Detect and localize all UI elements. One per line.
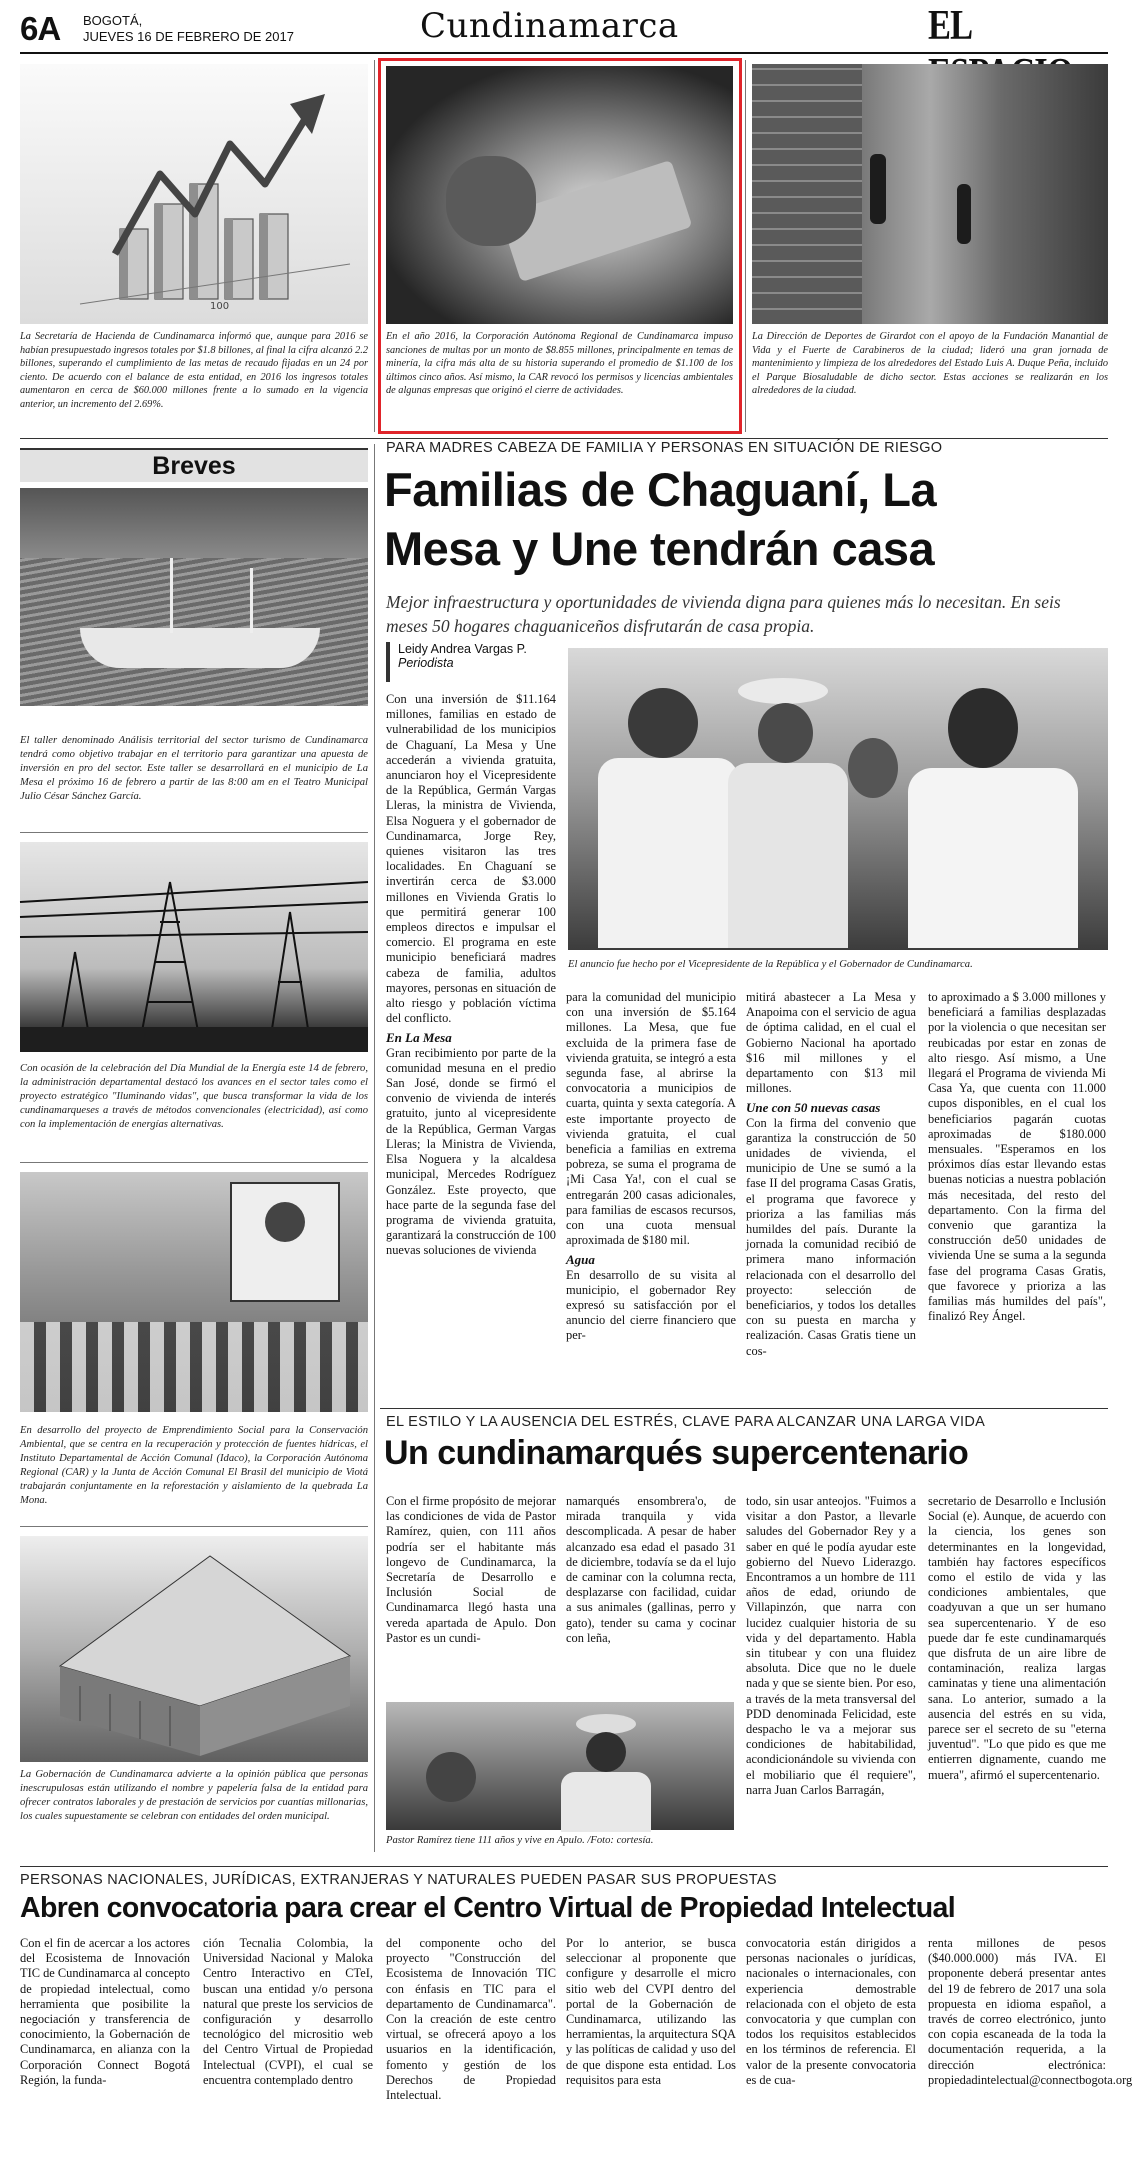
article1-column (386, 692, 556, 1398)
article3-column (203, 1936, 373, 2162)
breve-item: La Gobernación de Cundinamarca advierte a la opinión pública que personas inescrupulosas están utilizando el nombre y papelería falsa de la entidad para ofrecer contratos laborales y de prestación de servicios por cuantías millonarias, los cuales supuestamente se celebran con entidades del orden municipal. (20, 1769, 368, 1822)
subhead-une: Une con 50 nuevas casas (746, 1100, 881, 1116)
article1-column (928, 990, 1106, 1398)
breves-column (20, 448, 368, 1848)
article3-headline: Abren convocatoria para crear el Centro Virtual de Propiedad Intelectual (20, 1892, 956, 1924)
article1-paragraph: mitirá abastecer a La Mesa y Anapoima con el servicio de agua de óptima calidad, en el cual el Gobierno Nacional ha aportado $16 mil millones y el departamento con $13 mil millones. (746, 990, 916, 1096)
rule (20, 832, 368, 833)
divider (374, 60, 375, 432)
article2-paragraph: Con el firme propósito de mejorar las condiciones de vida de Pastor Ramírez, quien, con 111 años podría ser el habitante más longevo de Cundinamarca, la Secretaría de Desarrollo e Inclusión Social de Cundinamarca llegó hasta una vereda apartada de Apulo. Don Pastor es un cundi- (386, 1494, 556, 1645)
rising-bars-illustration (20, 64, 368, 324)
article2-paragraph: secretario de Desarrollo e Inclusión Social (e). Aunque, de acuerdo con la ciencia, los genes son determinantes en la longevidad, también hay factores específicos como el estilo de vida y las condiciones ambientales, que coadyuvan a que un ser humano sea supercentenario. Y de eso puede dar fe este cundinamarqués que disfruta de un aire libre de contaminación, realiza largas caminatas y tiene una alimentación sana. Lo anterior, sumado a la ausencia del estrés en su vida, parece ser el secreto de su "eterna juventud". "Lo que pido es que me entierren dignamente, cuando me muera", afirmó el supercentenario. (928, 1494, 1106, 1782)
page-header (0, 0, 1127, 56)
rule (380, 1408, 1108, 1409)
breve-item: En desarrollo del proyecto de Emprendimiento Social para la Conservación Ambiental, que se centra en la recuperación y protección de fuentes hídricas, el Instituto Departamental de Acción Comunal (Idaco), la Corporación Autónoma Regional (CAR) y la Junta de Acción Comunal El Brasil del municipio de Viotá trabajarán conjuntamente en la reforestación y aislamiento de la quebrada La Mona. (20, 1425, 368, 1506)
hacienda-chart-photo (20, 64, 368, 324)
header-city: BOGOTÁ, (83, 13, 143, 28)
article1-paragraph: En desarrollo de su visita al municipio, el gobernador Rey expresó su satisfacción por el anuncio del cierre financiero que per- (566, 1267, 736, 1343)
breves-building-photo (20, 1536, 368, 1762)
article2-column (386, 1494, 556, 1694)
officials-photo (568, 648, 1108, 950)
rule (20, 1526, 368, 1527)
article1-paragraph: Con la firma del convenio que garantiza la construcción de 50 unidades de vivienda, el municipio de Une se sumó a la fase II del programa Casas Gratis, el programa que favorece y prioriza a las familias más humildes del país. Durante la jornada la comunidad recibió de primera mano información relacionada con el desarrollo del proyecto: selección de beneficiarios, y todos los detalles con su puesta en marcha y realización. Casas Gratis tiene un cos- (746, 1115, 916, 1358)
author-name: Leidy Andrea Vargas P. (398, 642, 527, 656)
article1-paragraph: Con una inversión de $11.164 millones, familias en estado de vulnerabilidad de los municipios de Chaguaní, La Mesa y Une accederán a vivienda gratuita, anunciaron hoy el Vicepresidente de la República, Germán Vargas Lleras, la ministra de Vivienda, Elsa Noguera y el gobernador de Cundinamarca, Jorge Rey, quienes visitaron las tres localidades. En Chaguaní se invertirán cerca de $3.000 millones en Vivienda Gratis lo que permitirá generar 100 empleos directos e impulsar el comercio. El programa en este municipio beneficiará madres cabeza de familia, adultos mayores, personas en situación de alto riesgo y población víctima del conflicto. (386, 692, 556, 1026)
author-role: Periodista (398, 656, 454, 670)
article3-paragraph: Por lo anterior, se busca seleccionar al proponente que configure y desarrolle el micro sitio web del CVPI dentro del portal de la Gobernación de Cundinamarca, utilizando las herramientas, la arquitectura SQA y las políticas de calidad y uso del de que dispone esta entidad. Los requisitos para esta (566, 1936, 736, 2087)
girardot-cleanup-photo (752, 64, 1108, 324)
article1-column (566, 990, 736, 1398)
header-date: JUEVES 16 DE FEBRERO DE 2017 (83, 29, 294, 44)
article3-column (566, 1936, 736, 2162)
article1-paragraph: para la comunidad del municipio con una inversión de $5.164 millones. La Mesa, que fue excluida de la primera fase de vivienda gratuita, se integró a esta segunda fase, al abrirse la convocatoria a municipios de cuarta, quinta y sexta categoría. A este importante proyecto de vivienda gratuita, el cual beneficia a familias en extrema pobreza, se suma el programa de ¡Mi Casa Ya!, con el cual se entregarán 200 casas adicionales, para familias de escasos recursos, con una cuota mensual aproximada de $180 mil. (566, 990, 736, 1248)
article3-paragraph: renta millones de pesos ($40.000.000) más IVA. El proponente deberá presentar antes del 19 de febrero de 2017 una sola propuesta en idioma español, a través de correo electrónico, junto con copia escaneada de la toda la documentación requerida, a la dirección electrónica: propiedadintelectual@connectbogota.org (928, 1936, 1132, 2087)
article2-headline: Un cundinamarqués supercentenario (384, 1434, 969, 1472)
article3-paragraph: del componente ocho del proyecto "Construcción del Ecosistema de Innovación TIC con énfasis en TIC para el departamento de Cundinamarca". Con la creación de este centro virtual, se ofrecerá apoyo a los usuarios en la identificación, fomento y gestión de los Derechos de Propiedad Intelectual. (386, 1936, 556, 2103)
pastor-ramirez-photo (386, 1702, 734, 1830)
power-tower-illustration (20, 842, 368, 1052)
breves-title: Breves (152, 452, 236, 480)
breves-powerlines-photo (20, 842, 368, 1052)
rule (20, 1866, 1108, 1867)
subhead-la-mesa: En La Mesa (386, 1030, 452, 1046)
pastor-photo-caption: Pastor Ramírez tiene 111 años y vive en Apulo. /Foto: cortesía. (386, 1835, 654, 1846)
article3-column (386, 1936, 556, 2162)
section-title: Cundinamarca (420, 6, 679, 46)
officials-photo-caption: El anuncio fue hecho por el Vicepresidente de la República y el Gobernador de Cundinamarca. (568, 959, 973, 970)
article2-kicker: EL ESTILO Y LA AUSENCIA DEL ESTRÉS, CLAVE PARA ALCANZAR UNA LARGA VIDA (386, 1414, 986, 1430)
breve-item: Con ocasión de la celebración del Día Mundial de la Energía este 14 de febrero, la administración departamental destacó los avances en el sector tales como el proyecto estratégico "Iluminando vidas", que busca transformar la vida de los cundinamarqueses a través de métodos convencionales (electricidad), así como con la implementación de energías alternativas. (20, 1063, 368, 1130)
chart-tick-label: 100 (210, 301, 230, 312)
article3-kicker: PERSONAS NACIONALES, JURÍDICAS, EXTRANJERAS Y NATURALES PUEDEN PASAR SUS PROPUESTAS (20, 1872, 777, 1888)
article1-kicker: PARA MADRES CABEZA DE FAMILIA Y PERSONAS EN SITUACIÓN DE RIESGO (386, 440, 943, 456)
article3-paragraph: Con el fin de acercar a los actores del Ecosistema de Innovación TIC de Cundinamarca al concepto de propiedad intelectual, como herramienta que posibilite la negociación y transferencia de conocimiento, la Gobernación de Cundinamarca, en alianza con la Corporación Connect Bogotá Región, la funda- (20, 1936, 190, 2087)
subhead-agua: Agua (566, 1252, 595, 1268)
article1-headline-line: Mesa y Une tendrán casa (384, 522, 935, 575)
breves-meeting-photo (20, 1172, 368, 1412)
rule (20, 1162, 368, 1163)
breves-title-bar (20, 448, 368, 482)
article1-deck: Mejor infraestructura y oportunidades de vivienda digna para quienes más lo necesitan. En seis meses 50 hogares chaguaniceños disfrutarán de casa propia. (386, 592, 1061, 636)
header-rule (20, 52, 1108, 54)
article2-paragraph: namarqués ensombrera'o, de mirada tranquila y vida descomplicada. A pesar de haber alcanzado esa edad el pasado 31 de diciembre, todavía se da el lujo de caminar con la columna recta, desplazarse con facilidad, cuidar a sus animales (gallinas, perro y gato), tender su cama y cocinar con leña, (566, 1494, 736, 1645)
breve-item: El taller denominado Análisis territorial del sector turismo de Cundinamarca tendrá como objetivo trabajar en el territorio para garantizar una apuesta de inversión en pro del sector. Este taller se desarrollará en el municipio de La Mesa el próximo 16 de febrero a partir de las 8:00 am en el Teatro Municipal Julio César Sánchez García. (20, 735, 368, 802)
article1-column (746, 990, 916, 1398)
rule (20, 438, 1108, 439)
masthead-logo: EL (928, 3, 971, 49)
byline (386, 642, 566, 682)
article3-column (20, 1936, 190, 2162)
article3-column (928, 1936, 1132, 2162)
article1-headline (384, 460, 1114, 578)
article1-paragraph: Gran recibimiento por parte de la comunidad mesuna en el predio San José, donde se firmó el convenio de vivienda de interés gratuito, junto al vicepresidente de la República, German Vargas Lleras; la Ministra de Vivienda, Elsa Noguera y la alcaldesa municipal, Mercedes Rodríguez González. Este proyecto, que hace parte de la segunda fase del programa de vivienda gratuita, garantizará la construcción de 100 nuevas soluciones de vivienda (386, 1045, 556, 1258)
pyramid-building-illustration (20, 1536, 368, 1762)
article1-headline-line: Familias de Chaguaní, La (384, 463, 937, 516)
article1-paragraph: to aproximado a $ 3.000 millones y beneficiará a familias desplazadas por la violencia o que necesitan ser reubicadas por estar en zonas de alto riesgo. Así mismo, a Une llegará el Programa de vivienda Mi Casa Ya, que cuenta con 11.000 cupos disponibles, en el cual los beneficiarios pagarán cuotas aproximadas de $180.000 mensuales. "Esperamos en los próximos días estar llevando estas buenas noticias a nuestra población más necesitada, del resto del departamento. Con la firma del convenio que garantiza la construcción de50 unidades de vivienda Une se suma a la segunda fase del programa Casas Gratis, que favorece y prioriza a las familias más humildes del país", finalizó Rey Ángel. (928, 990, 1106, 1324)
article2-column (928, 1494, 1106, 1850)
car-money-photo (386, 66, 733, 324)
caption-hacienda: La Secretaría de Hacienda de Cundinamarca informó que, aunque para 2016 se habían presupuestado ingresos totales por $1.8 billones, al final la cifra alcanzó 2.2 billones, superando el cumplimiento de las metas de recaudo fijadas en un 24 por ciento. De acuerdo con el balance de esta entidad, en 2016 los ingresos totales aumentaron en cerca de $60.000 millones frente a lo sumado en la vigencia anterior, un incremento del 2.69%. (20, 331, 368, 410)
article2-column (746, 1494, 916, 1850)
divider (745, 60, 746, 432)
article3-column (746, 1936, 916, 2162)
breves-boat-photo (20, 488, 368, 706)
article3-paragraph: ción Tecnalia Colombia, la Universidad Nacional y Maloka Centro Interactivo en CTeI, buscan una entidad y/o persona natural que preste los servicios de configuración y desarrollo tecnológico del micrositio web del Centro Virtual de Propiedad Intelectual (CVPI), el cual se encuentra contemplado dentro (203, 1936, 373, 2087)
article2-column (566, 1494, 736, 1694)
caption-car: En el año 2016, la Corporación Autónoma Regional de Cundinamarca impuso sanciones de multas por un monto de $8.855 millones, principalmente en temas de minería, la cifra más alta de su historia superando el promedio de $1.100 de los últimos cinco años. Así mismo, la CAR revocó los permisos y licencias ambientales de algunas empresas que originó el cierre de actividades. (386, 331, 733, 396)
article3-paragraph: convocatoria están dirigidos a personas nacionales o jurídicas, nacionales o internacionales, con experiencia demostrable relacionada con el objeto de esta convocatoria y que cumplan con todos los requisitos establecidos en los términos de referencia. El valor de la presente convocatoria es de cua- (746, 1936, 916, 2087)
caption-girardot: La Dirección de Deportes de Girardot con el apoyo de la Fundación Manantial de Vida y el Fuerte de Carabineros de la ciudad; lideró una gran jornada de mantenimiento y limpieza de los alrededores del Estado Luis A. Duque Peña, incluido el Parque Biosaludable de dicho sector. Estas acciones se realizarán en los alrededores de la ciudad. (752, 331, 1108, 396)
divider (374, 444, 375, 1852)
page-number: 6A (20, 10, 61, 47)
article2-paragraph: todo, sin usar anteojos. "Fuimos a visitar a don Pastor, a llevarle saludes del Gobernador Rey y a saber en qué le podía ayudar este gobierno del Nuevo Liderazgo. Encontramos a un hombre de 111 años de edad, oriundo de Villapinzón, que narra con lucidez cualquier historia de su vida y del departamento. Habla sin titubear y con una fluidez absoluta. Dice que no le duele nada y que se siente bien. Por eso, a través de la meta transversal del PDD denominada Felicidad, este despacho le va a mejorar sus condiciones de habitabilidad, acondicionándole su vivienda con el mobiliario que él requiere", narra Juan Carlos Barragán, (746, 1494, 916, 1797)
